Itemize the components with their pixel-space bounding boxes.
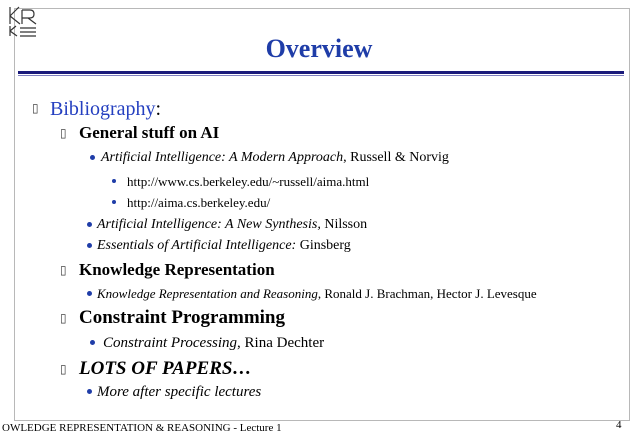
reference-item	[103, 334, 324, 353]
reference-author: Ginsberg	[296, 238, 351, 253]
slide-frame-top	[14, 8, 630, 9]
title-underline-thin	[18, 75, 624, 76]
section-heading: LOTS OF PAPERS…	[79, 358, 252, 379]
reference-title: Constraint Processing	[103, 335, 238, 351]
slide-frame-right	[629, 8, 630, 420]
reference-item	[97, 237, 351, 255]
bibliography-colon: :	[155, 98, 162, 120]
bullet-dot-icon	[112, 200, 116, 204]
bibliography-label: Bibliography	[50, 98, 156, 120]
slide-frame-left	[14, 8, 15, 420]
reference-item	[101, 149, 449, 167]
reference-author: , Ronald J. Brachman, Hector J. Levesque	[317, 286, 537, 301]
reference-title: More after specific lectures	[97, 384, 262, 400]
bullet-dot-icon	[90, 155, 95, 160]
reference-url: http://www.cs.berkeley.edu/~russell/aima.html	[127, 174, 370, 189]
reference-title: Artificial Intelligence: A Modern Approach	[101, 150, 344, 165]
bullet-dot-icon	[87, 243, 92, 248]
reference-item	[97, 285, 537, 302]
reference-title: Artificial Intelligence: A New Synthesis,	[97, 217, 321, 232]
bullet-dot-icon	[87, 389, 92, 394]
bullet-box-icon: ▯	[32, 101, 39, 115]
bibliography-heading	[50, 96, 161, 122]
reference-title: Knowledge Representation and Reasoning	[97, 286, 318, 301]
bullet-box-icon: ▯	[60, 311, 67, 325]
bullet-box-icon: ▯	[60, 126, 67, 140]
bullet-dot-icon	[87, 222, 92, 227]
reference-author: Nilsson	[320, 217, 368, 232]
bullet-dot-icon	[112, 179, 116, 183]
reference-url: http://aima.cs.berkeley.edu/	[127, 195, 271, 210]
section-heading: Knowledge Representation	[79, 260, 275, 279]
reference-item	[97, 383, 261, 402]
reference-title: Essentials of Artificial Intelligence:	[97, 238, 297, 253]
bullet-box-icon: ▯	[60, 263, 67, 277]
section-heading: General stuff on AI	[79, 123, 220, 142]
bullet-dot-icon	[87, 291, 92, 296]
bullet-dot-icon	[90, 340, 95, 345]
title-underline	[18, 71, 624, 74]
page-number: 4	[616, 419, 622, 431]
reference-author: , Rina Dechter	[237, 335, 325, 351]
slide-title: Overview	[265, 34, 373, 63]
reference-author: , Russell & Norvig	[343, 150, 449, 165]
section-heading: Constraint Programming	[79, 307, 285, 328]
reference-item	[97, 216, 367, 234]
bullet-box-icon: ▯	[60, 362, 67, 376]
slide-footer: OWLEDGE REPRESENTATION & REASONING - Lecture 1	[2, 422, 282, 434]
